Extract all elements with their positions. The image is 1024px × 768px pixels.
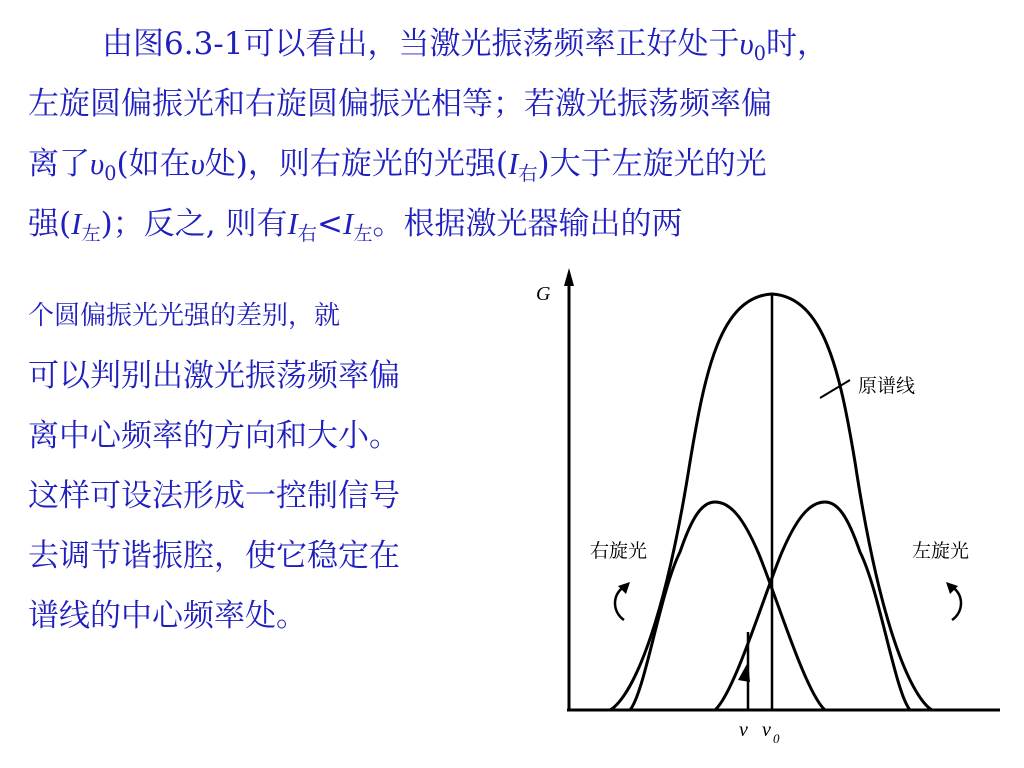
text-segment: 个圆偏振光光强的差别，就 (28, 301, 341, 331)
text-segment: 处)，则右旋光的光强( (204, 146, 508, 182)
left-paragraph-line-5: 去调节谐振腔，使它稳定在 (28, 538, 400, 574)
text-segment: 由图6.3-1可以看出，当激光振荡频率正好处于 (102, 26, 740, 62)
nu-symbol: υ (90, 146, 105, 181)
left-paragraph (28, 284, 518, 646)
diagram-svg (520, 262, 1020, 768)
subscript: 0 (104, 161, 117, 185)
intensity-symbol: I (71, 206, 82, 241)
curved-arrow-icon (615, 587, 624, 620)
text-segment: )大于左旋光的光 (537, 146, 767, 182)
arrowhead-icon (618, 582, 630, 594)
less-than-sign: < (317, 206, 343, 242)
left-paragraph-line-1 (28, 284, 518, 346)
subscript: 右 (518, 161, 538, 185)
text-segment: 强( (28, 206, 72, 242)
nu-label: ν (739, 719, 748, 741)
top-paragraph (28, 14, 1013, 254)
right-circular-label: 右旋光 (590, 540, 648, 562)
top-paragraph-line-3 (28, 134, 1013, 194)
text-segment: 。根据激光器输出的两 (372, 206, 683, 242)
intensity-symbol: I (507, 146, 519, 181)
nu-symbol: υ (739, 26, 754, 61)
left-paragraph-line-2: 可以判别出激光振荡频率偏 (28, 358, 400, 394)
nu0-label: ν (762, 719, 771, 741)
subscript: 左 (353, 221, 373, 245)
original-line-label: 原谱线 (858, 375, 916, 397)
text-segment: (如在 (116, 146, 191, 182)
label-leader-line (820, 380, 850, 398)
left-paragraph-line-4: 这样可设法形成一控制信号 (28, 478, 400, 514)
text-segment: )；反之, 则有 (100, 206, 288, 242)
left-circular-label: 左旋光 (912, 540, 970, 562)
subscript: 左 (81, 221, 101, 245)
curved-arrow-icon (952, 587, 961, 620)
intensity-symbol: I (287, 206, 298, 241)
left-paragraph-line-6: 谱线的中心频率处。 (28, 598, 307, 634)
top-paragraph-line-4 (28, 194, 1013, 254)
text-segment: 时， (765, 26, 828, 62)
subscript: 0 (753, 41, 766, 65)
subscript: 右 (297, 221, 318, 245)
arrowhead-icon (946, 582, 958, 594)
y-axis-label: G (536, 283, 551, 305)
left-paragraph-line-3: 离中心频率的方向和大小。 (28, 418, 400, 454)
text-segment: 离了 (28, 146, 90, 182)
nu-symbol: υ (190, 146, 205, 181)
top-paragraph-line-1 (28, 14, 1013, 74)
y-axis-arrowhead (564, 268, 574, 286)
top-paragraph-line-2: 左旋圆偏振光和右旋圆偏振光相等；若激光振荡频率偏 (28, 86, 772, 122)
gain-curve-diagram (520, 262, 1020, 768)
intensity-symbol: I (343, 206, 354, 241)
nu0-subscript: 0 (773, 731, 780, 746)
